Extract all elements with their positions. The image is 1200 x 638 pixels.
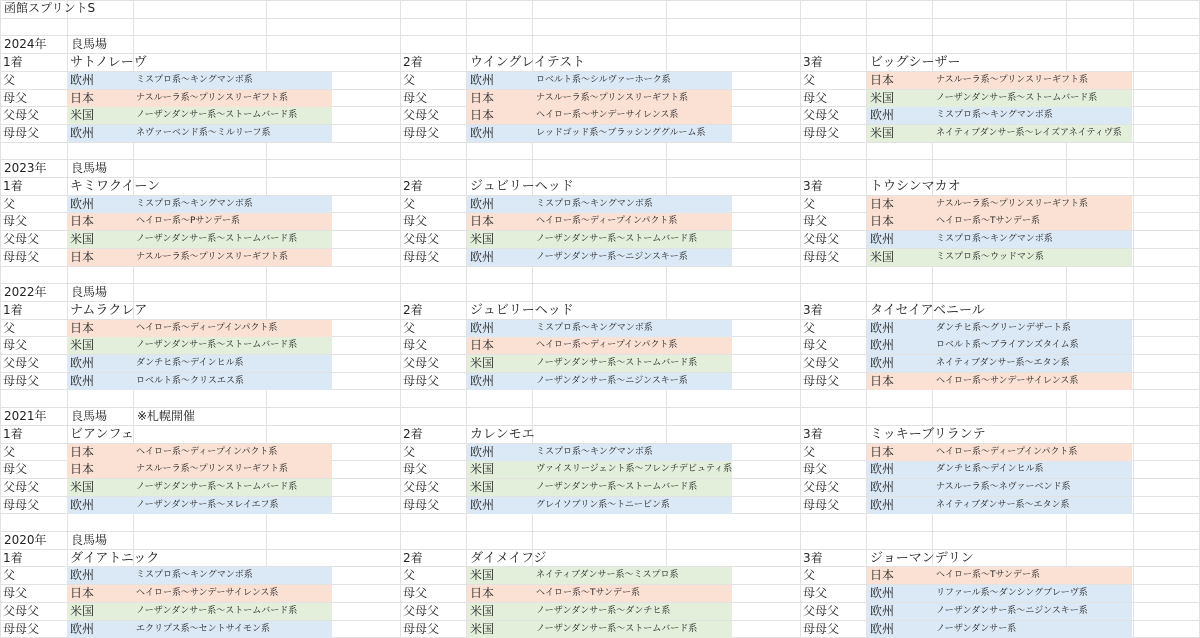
region[interactable]: 米国 xyxy=(870,91,895,105)
region[interactable]: 欧州 xyxy=(70,622,95,636)
sire-line[interactable]: ヘイロー系～Pサンデー系 xyxy=(136,216,240,226)
placing-rank[interactable]: 2着 xyxy=(403,427,423,441)
placing-rank[interactable]: 2着 xyxy=(403,179,423,193)
placing-rank[interactable]: 1着 xyxy=(3,303,23,317)
sire-line[interactable]: ミスプロ系～キングマンボ系 xyxy=(936,110,1053,120)
sire-line[interactable]: ヘイロー系～ディープインパクト系 xyxy=(536,340,678,350)
pedigree-label[interactable]: 母母父 xyxy=(803,374,840,388)
sire-line[interactable]: ノーザンダンサー系～ストームバード系 xyxy=(536,482,698,492)
pedigree-label[interactable]: 父 xyxy=(803,445,816,459)
pedigree-label[interactable]: 父母父 xyxy=(403,604,440,618)
region[interactable]: 欧州 xyxy=(70,568,95,582)
pedigree-label[interactable]: 母父 xyxy=(3,586,28,600)
pedigree-label[interactable]: 母父 xyxy=(3,462,28,476)
sire-line[interactable]: ヴァイスリージェント系～フレンチデビュティ系 xyxy=(536,464,733,474)
region[interactable]: 欧州 xyxy=(470,73,495,87)
pedigree-label[interactable]: 父母父 xyxy=(3,108,40,122)
region[interactable]: 米国 xyxy=(470,604,495,618)
pedigree-label[interactable]: 父母父 xyxy=(3,356,40,370)
region[interactable]: 日本 xyxy=(70,91,95,105)
placing-rank[interactable]: 3着 xyxy=(803,551,823,565)
horse-name[interactable]: カレンモエ xyxy=(470,427,535,442)
sire-line[interactable]: ネイティブダンサー系～エタン系 xyxy=(936,500,1070,510)
region[interactable]: 日本 xyxy=(70,250,95,264)
sire-line[interactable]: ノーザンダンサー系～ニジンスキー系 xyxy=(936,606,1088,616)
sire-line[interactable]: ミスプロ系～キングマンボ系 xyxy=(136,75,253,85)
placing-rank[interactable]: 2着 xyxy=(403,303,423,317)
pedigree-label[interactable]: 父母父 xyxy=(403,232,440,246)
sire-line[interactable]: ダンチヒ系～グリーンデザート系 xyxy=(936,323,1071,333)
pedigree-label[interactable]: 父母父 xyxy=(3,480,40,494)
pedigree-label[interactable]: 父母父 xyxy=(803,480,840,494)
pedigree-label[interactable]: 母父 xyxy=(403,91,428,105)
sire-line[interactable]: ネイティブダンサー系～エタン系 xyxy=(936,358,1070,368)
sire-line[interactable]: ノーザンダンサー系～ストームバード系 xyxy=(136,234,298,244)
region[interactable]: 米国 xyxy=(470,462,495,476)
sire-line[interactable]: ミスプロ系～キングマンボ系 xyxy=(536,447,653,457)
row-gridline xyxy=(0,177,1200,178)
pedigree-label[interactable]: 父母父 xyxy=(803,108,840,122)
horse-name[interactable]: ビッグシーザー xyxy=(870,55,961,70)
horse-name[interactable]: キミワクイーン xyxy=(70,179,161,194)
horse-name[interactable]: タイセイアベニール xyxy=(870,303,985,318)
sire-line[interactable]: エクリプス系～セントサイモン系 xyxy=(136,624,271,634)
region[interactable]: 日本 xyxy=(70,321,95,335)
region[interactable]: 日本 xyxy=(870,73,895,87)
region[interactable]: 欧州 xyxy=(870,586,895,600)
placing-rank[interactable]: 2着 xyxy=(403,55,423,69)
sire-line[interactable]: ロベルト系～シルヴァーホーク系 xyxy=(536,75,671,85)
sire-line[interactable]: ミスプロ系～キングマンボ系 xyxy=(936,234,1053,244)
pedigree-label[interactable]: 母父 xyxy=(803,91,828,105)
sire-line[interactable]: ネイティブダンサー系～レイズアネイティヴ系 xyxy=(936,128,1122,138)
pedigree-label[interactable]: 父母父 xyxy=(403,480,440,494)
region[interactable]: 欧州 xyxy=(470,498,495,512)
pedigree-label[interactable]: 母父 xyxy=(803,586,828,600)
pedigree-label[interactable]: 父 xyxy=(403,197,416,211)
region[interactable]: 欧州 xyxy=(70,197,95,211)
sire-line[interactable]: ノーザンダンサー系～ストームバード系 xyxy=(136,606,298,616)
placing-rank[interactable]: 3着 xyxy=(803,303,823,317)
pedigree-label[interactable]: 母母父 xyxy=(3,498,40,512)
region[interactable]: 欧州 xyxy=(870,232,895,246)
region[interactable]: 欧州 xyxy=(870,498,895,512)
pedigree-label[interactable]: 父母父 xyxy=(3,604,40,618)
pedigree-label[interactable]: 父 xyxy=(3,321,16,335)
placing-rank[interactable]: 3着 xyxy=(803,179,823,193)
sire-line[interactable]: ノーザンダンサー系～ニジンスキー系 xyxy=(536,252,688,262)
region[interactable]: 欧州 xyxy=(870,604,895,618)
sire-line[interactable]: ネイティブダンサー系～ミスプロ系 xyxy=(536,570,679,580)
region[interactable]: 米国 xyxy=(470,480,495,494)
race-year[interactable]: 2024年 xyxy=(4,37,47,51)
region[interactable]: 米国 xyxy=(70,108,95,122)
pedigree-label[interactable]: 父 xyxy=(803,197,816,211)
region[interactable]: 日本 xyxy=(70,586,95,600)
pedigree-label[interactable]: 父 xyxy=(803,321,816,335)
horse-name[interactable]: ジュビリーヘッド xyxy=(470,179,574,194)
region[interactable]: 米国 xyxy=(470,232,495,246)
region[interactable]: 欧州 xyxy=(870,480,895,494)
pedigree-label[interactable]: 父 xyxy=(803,73,816,87)
region[interactable]: 米国 xyxy=(70,338,95,352)
sire-line[interactable]: ヘイロー系～Tサンデー系 xyxy=(936,216,1041,226)
pedigree-label[interactable]: 母母父 xyxy=(803,622,840,636)
region[interactable]: 欧州 xyxy=(870,462,895,476)
pedigree-label[interactable]: 母母父 xyxy=(403,126,440,140)
sire-line[interactable]: ノーザンダンサー系～ストームバード系 xyxy=(936,93,1098,103)
region[interactable]: 日本 xyxy=(870,374,895,388)
sire-line[interactable]: ノーザンダンサー系～ストームバード系 xyxy=(536,358,698,368)
region[interactable]: 日本 xyxy=(470,91,495,105)
region[interactable]: 欧州 xyxy=(70,73,95,87)
pedigree-label[interactable]: 父母父 xyxy=(403,108,440,122)
pedigree-label[interactable]: 母母父 xyxy=(3,622,40,636)
region[interactable]: 欧州 xyxy=(70,498,95,512)
pedigree-label[interactable]: 母母父 xyxy=(403,622,440,636)
pedigree-label[interactable]: 父 xyxy=(3,73,16,87)
region[interactable]: 米国 xyxy=(870,250,895,264)
track-condition[interactable]: 良馬場 xyxy=(71,285,108,299)
region[interactable]: 日本 xyxy=(470,586,495,600)
pedigree-label[interactable]: 母父 xyxy=(3,214,28,228)
race-year[interactable]: 2023年 xyxy=(4,161,47,175)
placing-rank[interactable]: 1着 xyxy=(3,427,23,441)
pedigree-label[interactable]: 母父 xyxy=(803,462,828,476)
horse-name[interactable]: ウイングレイテスト xyxy=(470,55,586,70)
sire-line[interactable]: ミスプロ系～キングマンボ系 xyxy=(136,570,253,580)
region[interactable]: 欧州 xyxy=(470,126,495,140)
pedigree-label[interactable]: 母父 xyxy=(403,214,428,228)
row-gridline xyxy=(0,35,1200,36)
sire-line[interactable]: ノーザンダンサー系～ストームバード系 xyxy=(136,340,298,350)
region[interactable]: 欧州 xyxy=(470,250,495,264)
region[interactable]: 欧州 xyxy=(70,126,95,140)
race-year[interactable]: 2021年 xyxy=(4,409,47,423)
region[interactable]: 日本 xyxy=(470,338,495,352)
sire-line[interactable]: ノーザンダンサー系～ニジンスキー系 xyxy=(536,376,688,386)
sire-line[interactable]: ミスプロ系～ウッドマン系 xyxy=(936,252,1044,262)
pedigree-label[interactable]: 母母父 xyxy=(803,250,840,264)
sire-line[interactable]: ナスルーラ系～プリンスリーギフト系 xyxy=(136,93,289,103)
pedigree-label[interactable]: 母母父 xyxy=(403,250,440,264)
sire-line[interactable]: ヘイロー系～ディープインパクト系 xyxy=(936,447,1078,457)
region[interactable]: 日本 xyxy=(870,197,895,211)
region[interactable]: 欧州 xyxy=(470,374,495,388)
sire-line[interactable]: ヘイロー系～サンデーサイレンス系 xyxy=(136,588,279,598)
pedigree-label[interactable]: 父母父 xyxy=(3,232,40,246)
pedigree-label[interactable]: 母母父 xyxy=(3,374,40,388)
region[interactable]: 米国 xyxy=(870,126,895,140)
region[interactable]: 米国 xyxy=(70,232,95,246)
sire-line[interactable]: ミスプロ系～キングマンボ系 xyxy=(136,199,253,209)
pedigree-label[interactable]: 母父 xyxy=(803,214,828,228)
region[interactable]: 日本 xyxy=(70,462,95,476)
row-gridline xyxy=(0,549,1200,550)
pedigree-label[interactable]: 父母父 xyxy=(803,604,840,618)
track-condition[interactable]: 良馬場 xyxy=(71,161,108,175)
region[interactable]: 欧州 xyxy=(70,356,95,370)
row-gridline xyxy=(0,425,1200,426)
sire-line[interactable]: ヘイロー系～ディープインパクト系 xyxy=(536,216,678,226)
horse-name[interactable]: トウシンマカオ xyxy=(870,179,961,194)
pedigree-label[interactable]: 母父 xyxy=(803,338,828,352)
pedigree-label[interactable]: 父 xyxy=(403,568,416,582)
pedigree-label[interactable]: 母母父 xyxy=(403,498,440,512)
track-condition[interactable]: 良馬場 xyxy=(71,533,108,547)
pedigree-label[interactable]: 父 xyxy=(403,321,416,335)
row-gridline xyxy=(0,142,1200,143)
sire-line[interactable]: ダンチヒ系～デインヒル系 xyxy=(936,464,1044,474)
region[interactable]: 日本 xyxy=(870,214,895,228)
region[interactable]: 欧州 xyxy=(870,108,895,122)
region[interactable]: 欧州 xyxy=(470,321,495,335)
horse-name[interactable]: ミッキーブリランテ xyxy=(870,427,986,442)
pedigree-label[interactable]: 父 xyxy=(3,568,16,582)
horse-name[interactable]: ナムラクレア xyxy=(70,303,148,318)
region[interactable]: 欧州 xyxy=(470,197,495,211)
horse-name[interactable]: サトノレーヴ xyxy=(70,55,147,70)
pedigree-label[interactable]: 母父 xyxy=(403,586,428,600)
pedigree-label[interactable]: 父 xyxy=(803,568,816,582)
region[interactable]: 欧州 xyxy=(870,622,895,636)
track-condition[interactable]: 良馬場 xyxy=(71,409,108,423)
row-gridline xyxy=(0,266,1200,267)
race-year[interactable]: 2022年 xyxy=(4,285,47,299)
sire-line[interactable]: ダンチヒ系～デインヒル系 xyxy=(136,358,244,368)
sire-line[interactable]: レッドゴッド系～ブラッシンググルーム系 xyxy=(536,128,706,138)
row-gridline xyxy=(0,159,1200,160)
row-gridline xyxy=(0,531,1200,532)
race-year[interactable]: 2020年 xyxy=(4,533,47,547)
pedigree-label[interactable]: 父 xyxy=(403,445,416,459)
sire-line[interactable]: ヘイロー系～ディープインパクト系 xyxy=(136,323,278,333)
pedigree-label[interactable]: 母父 xyxy=(3,338,28,352)
pedigree-label[interactable]: 母父 xyxy=(403,462,428,476)
sire-line[interactable]: ヘイロー系～Tサンデー系 xyxy=(936,570,1041,580)
placing-rank[interactable]: 2着 xyxy=(403,551,423,565)
pedigree-label[interactable]: 母父 xyxy=(3,91,28,105)
placing-rank[interactable]: 1着 xyxy=(3,55,23,69)
pedigree-label[interactable]: 母父 xyxy=(403,338,428,352)
sire-line[interactable]: ミスプロ系～キングマンボ系 xyxy=(536,323,653,333)
sire-line[interactable]: ネヴァーベンド系～ミルリーフ系 xyxy=(136,128,271,138)
region[interactable]: 欧州 xyxy=(470,445,495,459)
region[interactable]: 日本 xyxy=(470,108,495,122)
pedigree-label[interactable]: 父母父 xyxy=(803,356,840,370)
pedigree-label[interactable]: 母母父 xyxy=(803,498,840,512)
region[interactable]: 欧州 xyxy=(870,356,895,370)
region[interactable]: 日本 xyxy=(70,445,95,459)
sire-line[interactable]: ナスルーラ系～プリンスリーギフト系 xyxy=(936,75,1089,85)
row-gridline xyxy=(0,0,1200,1)
horse-name[interactable]: ダイメイフジ xyxy=(470,551,547,566)
placing-rank[interactable]: 1着 xyxy=(3,179,23,193)
sire-line[interactable]: ヘイロー系～サンデーサイレンス系 xyxy=(536,110,679,120)
region[interactable]: 米国 xyxy=(70,480,95,494)
region[interactable]: 日本 xyxy=(470,214,495,228)
row-gridline xyxy=(0,283,1200,284)
row-gridline xyxy=(0,53,1200,54)
row-gridline xyxy=(0,18,1200,19)
sire-line[interactable]: ナスルーラ系～プリンスリーギフト系 xyxy=(936,199,1089,209)
pedigree-label[interactable]: 父 xyxy=(403,73,416,87)
sire-line[interactable]: ノーザンダンサー系～ストームバード系 xyxy=(136,110,298,120)
pedigree-label[interactable]: 母母父 xyxy=(803,126,840,140)
pedigree-label[interactable]: 父 xyxy=(3,445,16,459)
horse-name[interactable]: ダイアトニック xyxy=(70,551,160,566)
region[interactable]: 米国 xyxy=(470,568,495,582)
sire-line[interactable]: ロベルト系～ブライアンズタイム系 xyxy=(936,340,1079,350)
pedigree-label[interactable]: 母母父 xyxy=(3,250,40,264)
region[interactable]: 米国 xyxy=(70,604,95,618)
pedigree-label[interactable]: 父母父 xyxy=(403,356,440,370)
pedigree-label[interactable]: 父 xyxy=(3,197,16,211)
sire-line[interactable]: ノーザンダンサー系～ストームバード系 xyxy=(136,482,298,492)
sire-line[interactable]: ナスルーラ系～プリンスリーギフト系 xyxy=(536,93,689,103)
pedigree-label[interactable]: 父母父 xyxy=(803,232,840,246)
region[interactable]: 欧州 xyxy=(870,338,895,352)
sire-line[interactable]: ナスルーラ系～プリンスリーギフト系 xyxy=(136,252,289,262)
sire-line[interactable]: リファール系～ダンシングブレーヴ系 xyxy=(936,588,1088,598)
placing-rank[interactable]: 3着 xyxy=(803,55,823,69)
horse-name[interactable]: ジョーマンデリン xyxy=(870,551,974,566)
region[interactable]: 日本 xyxy=(870,568,895,582)
sire-line[interactable]: ノーザンダンサー系～ダンチヒ系 xyxy=(536,606,671,616)
sire-line[interactable]: ノーザンダンサー系 xyxy=(936,624,1017,634)
region[interactable]: 米国 xyxy=(470,356,495,370)
sheet-title[interactable]: 函館スプリントS xyxy=(4,1,96,15)
sire-line[interactable]: ノーザンダンサー系～ヌレイエフ系 xyxy=(136,500,279,510)
region[interactable]: 米国 xyxy=(470,622,495,636)
sire-line[interactable]: ヘイロー系～サンデーサイレンス系 xyxy=(936,376,1079,386)
sire-line[interactable]: ナスルーラ系～ネヴァーベンド系 xyxy=(936,482,1071,492)
region[interactable]: 欧州 xyxy=(870,321,895,335)
sire-line[interactable]: ヘイロー系～Tサンデー系 xyxy=(536,588,641,598)
race-note[interactable]: ※札幌開催 xyxy=(137,409,196,423)
sire-line[interactable]: ノーザンダンサー系～ストームバード系 xyxy=(536,624,698,634)
sire-line[interactable]: ノーザンダンサー系～ストームバード系 xyxy=(536,234,698,244)
track-condition[interactable]: 良馬場 xyxy=(71,37,108,51)
sire-line[interactable]: ロベルト系～クリスエス系 xyxy=(136,376,244,386)
row-gridline xyxy=(0,301,1200,302)
pedigree-label[interactable]: 母母父 xyxy=(403,374,440,388)
sire-line[interactable]: ナスルーラ系～プリンスリーギフト系 xyxy=(136,464,289,474)
pedigree-label[interactable]: 母母父 xyxy=(3,126,40,140)
horse-name[interactable]: ビアンフェ xyxy=(70,427,134,442)
horse-name[interactable]: ジュビリーヘッド xyxy=(470,303,574,318)
region[interactable]: 欧州 xyxy=(70,374,95,388)
region[interactable]: 日本 xyxy=(870,445,895,459)
placing-rank[interactable]: 3着 xyxy=(803,427,823,441)
sire-line[interactable]: グレイソブリン系～トニービン系 xyxy=(536,500,670,510)
sire-line[interactable]: ミスプロ系～キングマンボ系 xyxy=(536,199,653,209)
region[interactable]: 日本 xyxy=(70,214,95,228)
placing-rank[interactable]: 1着 xyxy=(3,551,23,565)
sire-line[interactable]: ヘイロー系～ディープインパクト系 xyxy=(136,447,278,457)
